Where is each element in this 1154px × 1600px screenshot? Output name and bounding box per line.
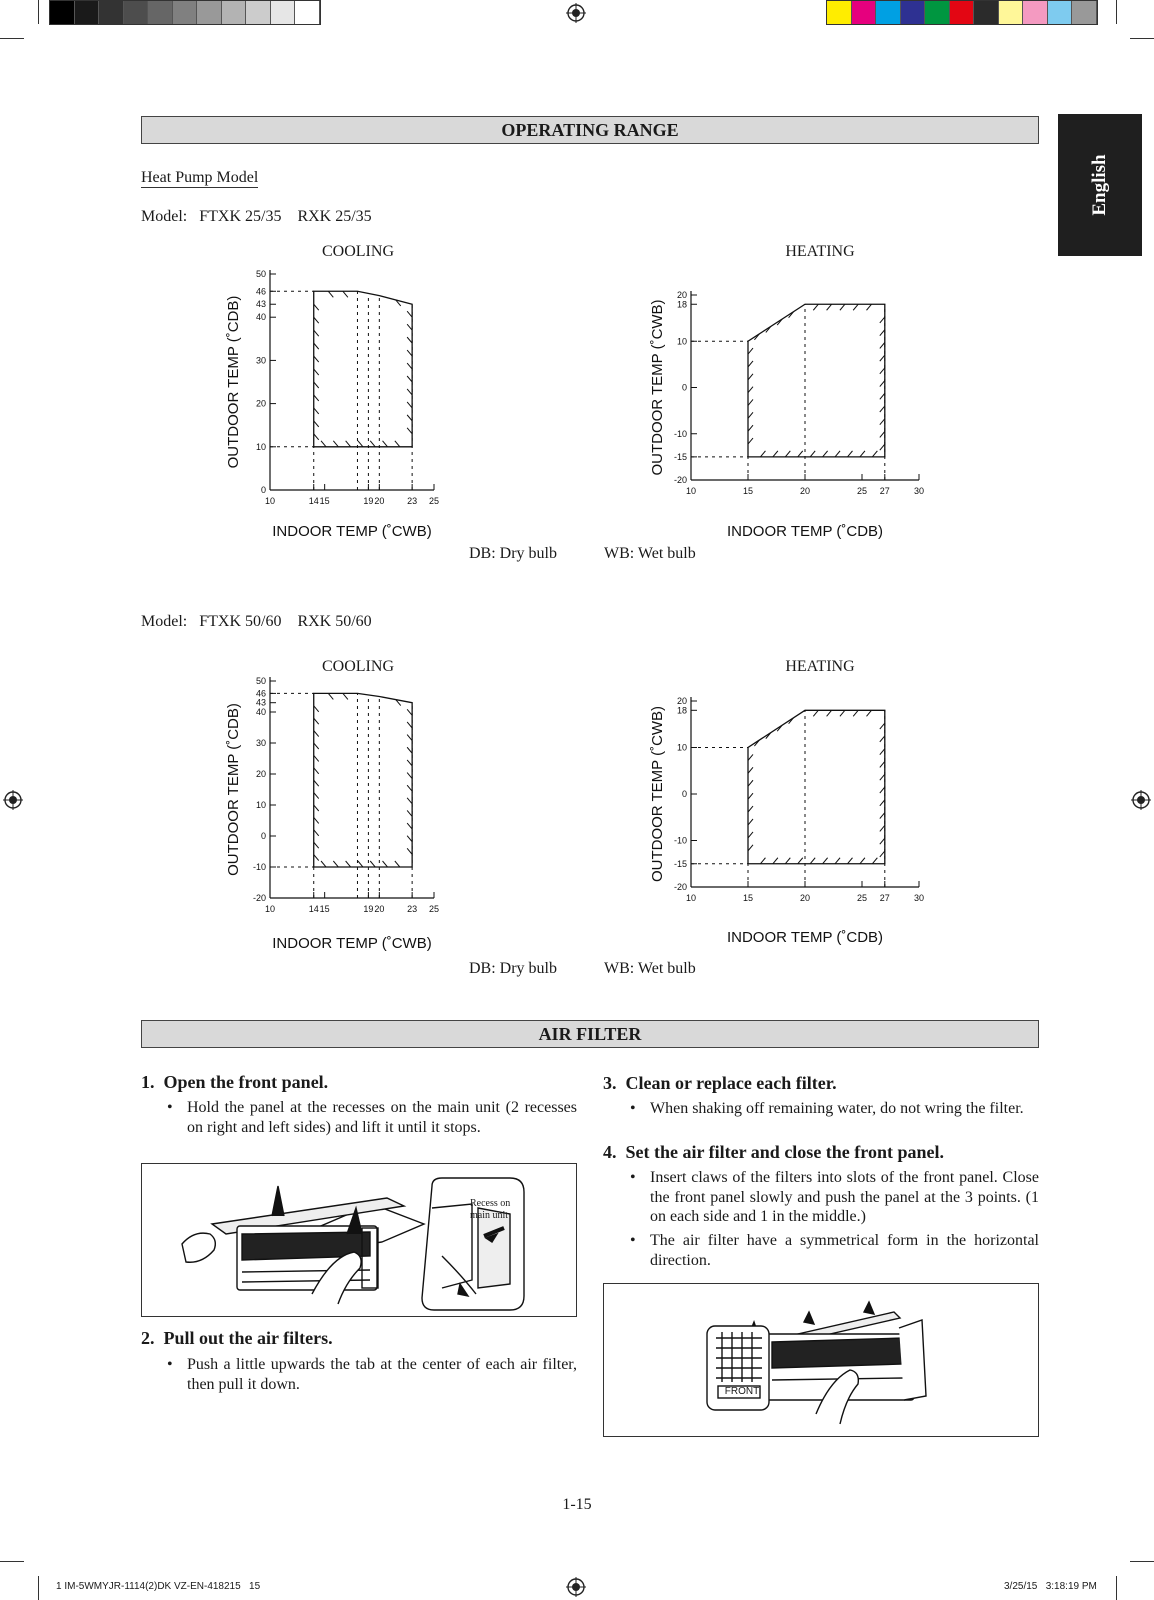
x-tick-label: 27: [879, 893, 890, 903]
crop-mark: [1116, 1576, 1117, 1600]
calibration-swatch: [1072, 1, 1097, 24]
x-tick-label: 15: [319, 904, 330, 914]
step-3-heading: 3. Clean or replace each filter.: [603, 1073, 837, 1093]
chart-title-cooling-1: COOLING: [322, 243, 394, 260]
y-tick-label: 10: [676, 742, 687, 753]
y-tick-label: 20: [255, 398, 266, 409]
x-tick-label: 25: [428, 496, 440, 506]
x-tick-label: 15: [742, 486, 754, 496]
language-tab: [1058, 114, 1142, 256]
crop-mark: [1116, 0, 1117, 24]
chart-title-heating-2: HEATING: [785, 658, 855, 675]
open-front-panel-illustration: [142, 1164, 576, 1316]
x-tick-label: 15: [742, 893, 754, 903]
cooling-chart-2: [222, 672, 462, 952]
x-tick-label: 27: [879, 486, 890, 496]
y-tick-label: 30: [255, 738, 266, 748]
x-tick-label: 19: [363, 496, 374, 506]
calibration-swatch: [925, 1, 950, 24]
step-4-bullet-1: • Insert claws of the filters into slots of the front panel. Close the front panel slowly and push the panel at the 3 points. (1 on each side and 1 in the middle.): [650, 1168, 1039, 1227]
legend-dry-bulb-2: DB: Dry bulb: [469, 960, 557, 977]
crop-mark: [38, 0, 39, 24]
recess-callout: [470, 1198, 510, 1222]
y-tick-label: -10: [252, 862, 266, 872]
legend-wet-bulb-1: WB: Wet bulb: [604, 545, 696, 562]
heat-pump-heading: [141, 169, 258, 187]
section-banner-air-filter: AIR FILTER: [141, 1020, 1039, 1048]
calibration-swatch: [75, 1, 100, 24]
y-tick-label: -20: [252, 893, 266, 903]
step-1-heading: 1. Open the front panel.: [141, 1072, 329, 1092]
y-tick-label: 10: [676, 336, 687, 347]
y-tick-label: -10: [673, 428, 687, 439]
page-number: 1-15: [562, 1496, 592, 1513]
region-hatching: [309, 285, 417, 453]
y-tick-label: 20: [676, 290, 687, 300]
region-hatching: [309, 687, 417, 873]
x-tick-label: 25: [856, 486, 868, 496]
calibration-swatch: [950, 1, 975, 24]
x-tick-label: 20: [799, 486, 811, 496]
legend-wet-bulb-2: WB: Wet bulb: [604, 960, 696, 977]
x-tick-label: 25: [428, 904, 440, 914]
footer-file-info: 1 IM-5WMYJR-1114(2)DK VZ-EN-418215 15: [56, 1581, 261, 1592]
y-tick-label: 40: [255, 707, 266, 717]
calibration-swatch: [50, 1, 75, 24]
calibration-swatch: [222, 1, 247, 24]
cooling-chart-1: [222, 266, 462, 546]
operating-region: [314, 693, 412, 867]
x-tick-label: 30: [913, 486, 925, 496]
front-label: FRONT: [724, 1386, 760, 1397]
calibration-swatch: [1048, 1, 1073, 24]
heating-chart-1: [645, 286, 945, 546]
calibration-swatch: [827, 1, 852, 24]
calibration-swatch: [271, 1, 296, 24]
recess-callout-line-2: main unit: [470, 1210, 509, 1221]
x-tick-label: 10: [264, 904, 276, 914]
step-2-heading: 2. Pull out the air filters.: [141, 1328, 333, 1348]
y-axis-label: OUTDOOR TEMP (˚CWB): [649, 705, 666, 883]
model-label-1: Model: FTXK 25/35 RXK 25/35: [141, 208, 372, 225]
y-tick-label: -15: [673, 858, 687, 869]
registration-mark-right: [1131, 790, 1151, 810]
heating-chart-2: [645, 692, 945, 952]
y-tick-label: 43: [255, 299, 266, 310]
heat-pump-title: Heat Pump Model: [141, 169, 259, 186]
step-2-bullet: • Push a little upwards the tab at the center of each air filter, then pull it down.: [187, 1355, 577, 1394]
x-tick-label: 23: [407, 904, 418, 914]
calibration-swatch: [876, 1, 901, 24]
x-tick-label: 30: [913, 893, 925, 903]
y-tick-label: 18: [676, 705, 687, 716]
x-tick-label: 14: [308, 496, 319, 506]
x-tick-label: 23: [407, 496, 418, 506]
crop-mark: [0, 1561, 24, 1562]
calibration-swatch: [999, 1, 1024, 24]
region-hatching: [743, 298, 890, 463]
calibration-swatch: [295, 1, 320, 24]
x-axis-label: INDOOR TEMP (˚CDB): [726, 523, 884, 540]
x-tick-label: 20: [374, 904, 385, 914]
y-tick-label: 20: [255, 769, 266, 779]
crop-mark: [0, 38, 24, 39]
operating-region: [314, 291, 412, 447]
figure-open-front-panel: [141, 1163, 577, 1317]
y-tick-label: -15: [673, 451, 687, 462]
y-tick-label: 30: [255, 355, 266, 366]
calibration-swatch: [124, 1, 149, 24]
y-tick-label: 10: [255, 800, 266, 810]
region-hatching: [743, 704, 890, 869]
x-tick-label: 25: [856, 893, 868, 903]
color-calibration-bar: [826, 0, 1098, 25]
crop-mark: [1130, 38, 1154, 39]
crop-mark: [38, 1576, 39, 1600]
calibration-swatch: [197, 1, 222, 24]
y-tick-label: 43: [255, 697, 266, 708]
operating-region: [748, 710, 885, 863]
y-axis-label: OUTDOOR TEMP (˚CDB): [225, 295, 242, 469]
y-tick-label: 50: [255, 676, 266, 686]
calibration-swatch: [246, 1, 271, 24]
y-axis-label: OUTDOOR TEMP (˚CDB): [225, 703, 242, 876]
recess-callout-line-1: Recess on: [470, 1198, 511, 1209]
y-tick-label: 50: [255, 269, 266, 279]
figure-set-air-filter: [603, 1283, 1039, 1437]
y-tick-label: 0: [260, 831, 266, 841]
registration-mark-bottom: [566, 1577, 586, 1597]
chart-title-heating-1: HEATING: [785, 243, 855, 260]
step-4-heading: 4. Set the air filter and close the front panel.: [603, 1142, 944, 1162]
step-4-bullet-2: • The air filter have a symmetrical form in the horizontal direction.: [650, 1231, 1039, 1270]
language-tab-label: English: [1089, 154, 1110, 216]
calibration-swatch: [173, 1, 198, 24]
section-banner-operating-range: OPERATING RANGE: [141, 116, 1039, 144]
legend-dry-bulb-1: DB: Dry bulb: [469, 545, 557, 562]
calibration-swatch: [148, 1, 173, 24]
footer-timestamp: 3/25/15 3:18:19 PM: [1004, 1581, 1097, 1592]
x-axis-label: INDOOR TEMP (˚CDB): [726, 929, 884, 946]
operating-region: [748, 304, 885, 457]
y-axis-label: OUTDOOR TEMP (˚CWB): [649, 299, 666, 476]
y-tick-label: -10: [673, 835, 687, 846]
set-air-filter-illustration: [604, 1284, 1038, 1436]
x-tick-label: 15: [319, 496, 330, 506]
y-tick-label: 10: [255, 441, 266, 452]
y-tick-label: 46: [255, 688, 266, 699]
crop-mark: [1130, 1561, 1154, 1562]
x-tick-label: 20: [374, 496, 385, 506]
calibration-swatch: [901, 1, 926, 24]
y-tick-label: 0: [681, 789, 687, 799]
model-label-2: Model: FTXK 50/60 RXK 50/60: [141, 613, 372, 630]
y-tick-label: 20: [676, 696, 687, 706]
y-tick-label: 18: [676, 299, 687, 310]
step-3-bullet: • When shaking off remaining water, do not wring the filter.: [650, 1099, 1039, 1119]
y-tick-label: 0: [681, 382, 687, 393]
y-tick-label: 40: [255, 312, 266, 323]
step-1-bullet: • Hold the panel at the recesses on the main unit (2 recesses on right and left sides) and lift it until it stops.: [187, 1098, 577, 1137]
x-tick-label: 14: [308, 904, 319, 914]
y-tick-label: 46: [255, 286, 266, 297]
x-tick-label: 20: [799, 893, 811, 903]
x-tick-label: 10: [685, 893, 697, 903]
chart-title-cooling-2: COOLING: [322, 658, 394, 675]
x-tick-label: 10: [264, 496, 276, 506]
x-tick-label: 19: [363, 904, 374, 914]
calibration-swatch: [1023, 1, 1048, 24]
y-tick-label: 0: [260, 485, 266, 495]
x-axis-label: INDOOR TEMP (˚CWB): [272, 523, 432, 540]
calibration-swatch: [852, 1, 877, 24]
y-tick-label: -20: [673, 475, 687, 485]
grayscale-calibration-bar: [49, 0, 321, 25]
registration-mark-top: [566, 3, 586, 23]
registration-mark-left: [3, 790, 23, 810]
x-tick-label: 10: [685, 486, 697, 496]
y-tick-label: -20: [673, 882, 687, 892]
calibration-swatch: [974, 1, 999, 24]
calibration-swatch: [99, 1, 124, 24]
x-axis-label: INDOOR TEMP (˚CWB): [272, 935, 432, 952]
